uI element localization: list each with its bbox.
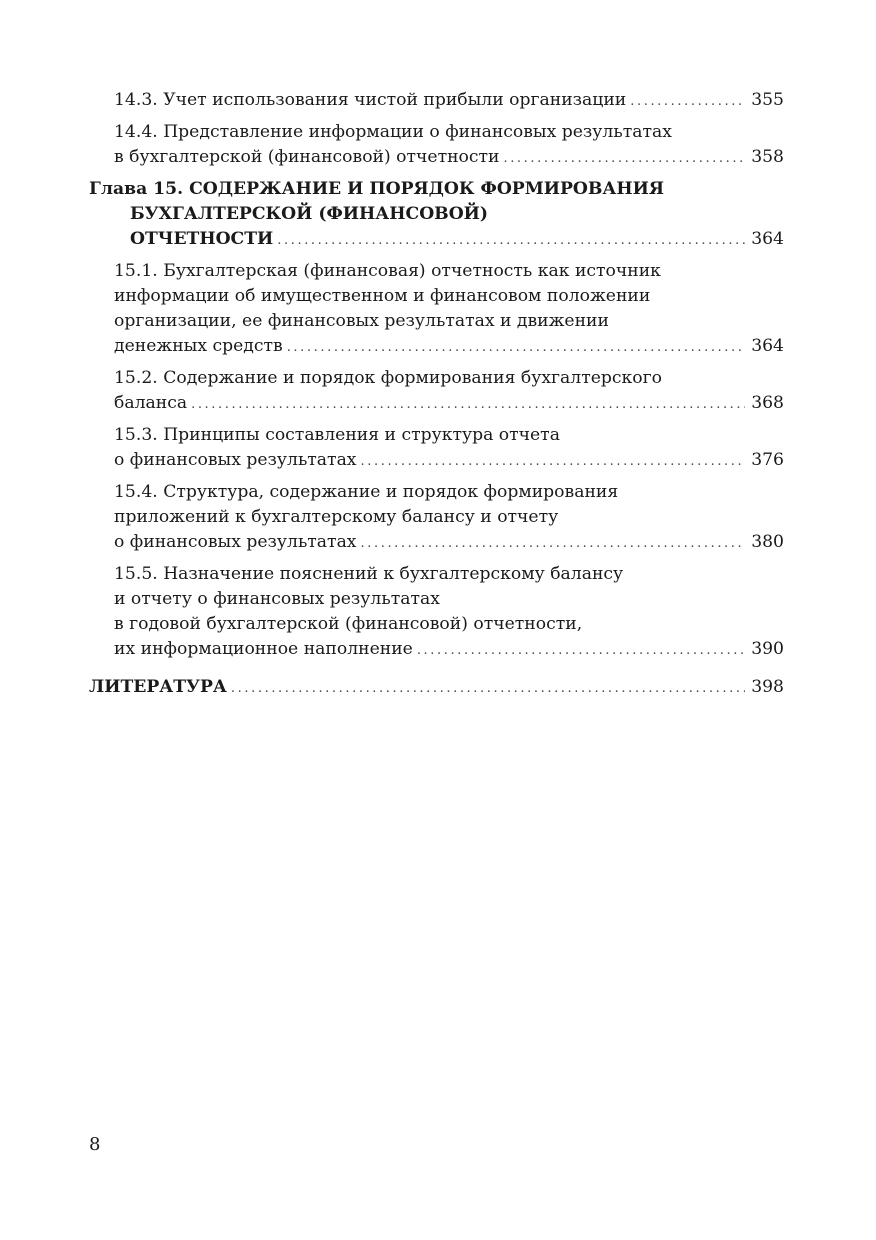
toc-entry-title-line: их информационное наполнение [114,639,413,659]
toc-entry-title-line: 15.4. Структура, содержание и порядок формирования [114,482,619,502]
dot-leader [357,531,746,556]
toc-entry-title-line: в годовой бухгалтерской (финансовой) отчетности, [114,614,583,634]
toc-chapter-title-line: ОТЧЕТНОСТИ [130,229,274,249]
toc-page-number: 376 [751,450,784,470]
dot-leader [357,449,746,474]
toc-page-number: 380 [751,532,784,552]
toc-chapter-title-line: БУХГАЛТЕРСКОЙ (ФИНАНСОВОЙ) [130,204,489,224]
dot-leader [283,335,746,360]
toc-entry-15-2[interactable] [89,366,784,417]
toc-entry-title-line: организации, ее финансовых результатах и движении [114,311,609,331]
dot-leader [273,228,745,253]
toc-entry-title-line: информации об имущественном и финансовом положении [114,286,651,306]
toc-literature-title: ЛИТЕРАТУРА [89,677,227,697]
toc-page-number: 364 [751,336,784,356]
toc-entry-title-line: о финансовых результатах [114,532,357,552]
toc-entry-title-line: приложений к бухгалтерскому балансу и отчету [114,507,559,527]
toc-entry-title-line: 15.3. Принципы составления и структура отчета [114,425,560,445]
toc-entry-title-line: о финансовых результатах [114,450,357,470]
toc-page-number: 355 [751,90,784,110]
toc-entry-title-line: 15.2. Содержание и порядок формирования бухгалтерского [114,368,662,388]
toc-page-number: 368 [751,393,784,413]
toc-entry-last-line [114,448,784,474]
page-number: 8 [89,1134,101,1155]
toc-entry-15-3[interactable] [89,423,784,474]
dot-leader [187,392,745,417]
toc-entry-title-line: 14.4. Представление информации о финансовых результатах [114,122,672,142]
toc-entry-last-line [114,530,784,556]
toc-entry-14-4[interactable] [89,120,784,171]
toc-entry-15-5[interactable] [89,562,784,663]
dot-leader [413,638,745,663]
toc-entry-title-line: 15.1. Бухгалтерская (финансовая) отчетность как источник [114,261,661,281]
toc-entry-last-line [114,88,784,114]
toc-page-number: 390 [751,639,784,659]
toc-entry-title-line: в бухгалтерской (финансовой) отчетности [114,147,500,167]
toc-entry-title-line: 15.5. Назначение пояснений к бухгалтерскому балансу [114,564,624,584]
dot-leader [499,146,745,171]
toc-entry-last-line [114,145,784,171]
toc-chapter-title-line: Глава 15. СОДЕРЖАНИЕ И ПОРЯДОК ФОРМИРОВАНИЯ [89,179,665,199]
toc-entry-last-line [89,227,784,253]
toc-literature[interactable] [89,675,784,701]
toc-page-number: 364 [751,229,784,249]
toc-entry-last-line [114,391,784,417]
toc-entry-15-1[interactable] [89,259,784,360]
toc-entry-last-line [114,334,784,360]
table-of-contents [89,88,784,707]
toc-entry-last-line [89,675,784,701]
toc-entry-title: 14.3. Учет использования чистой прибыли организации [114,90,627,110]
toc-entry-14-3[interactable] [89,88,784,114]
toc-page-number: 398 [751,677,784,697]
dot-leader [626,89,745,114]
dot-leader [227,676,745,701]
toc-page-number: 358 [751,147,784,167]
toc-chapter-15[interactable] [89,177,784,253]
toc-entry-title-line: и отчету о финансовых результатах [114,589,440,609]
toc-entry-title-line: баланса [114,393,188,413]
toc-entry-15-4[interactable] [89,480,784,556]
toc-entry-last-line [114,637,784,663]
toc-entry-title-line: денежных средств [114,336,283,356]
